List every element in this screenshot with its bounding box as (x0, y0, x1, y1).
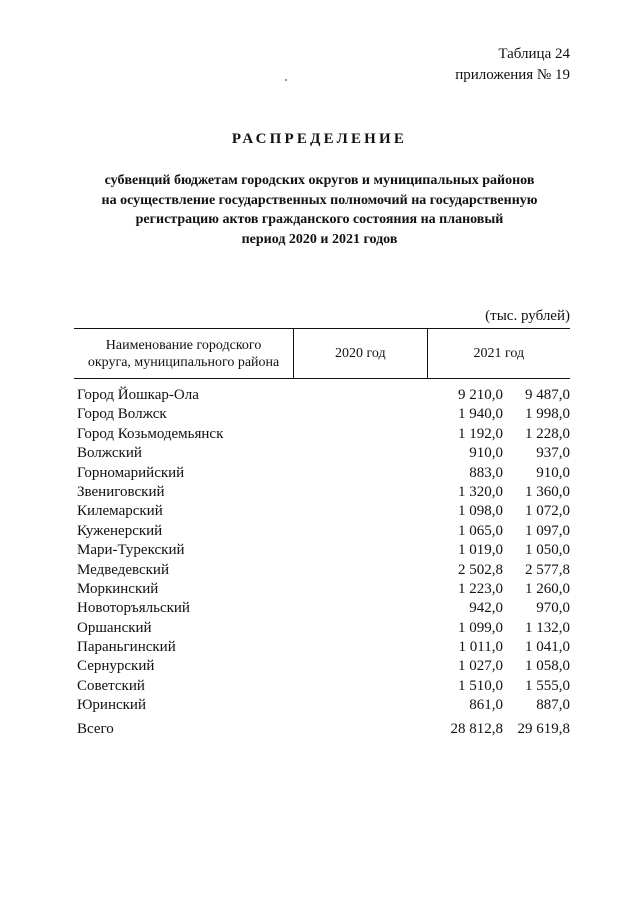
row-value-2021: 1 555,0 (525, 677, 570, 694)
table-row (77, 677, 570, 696)
column-header-2021: 2021 год (473, 346, 525, 361)
row-name: Куженерский (77, 522, 163, 539)
row-value-2021: 1 097,0 (525, 522, 570, 539)
row-name: Мари-Турекский (77, 542, 185, 559)
row-name: Город Йошкар-Ола (77, 387, 199, 403)
table-row (77, 599, 570, 618)
table-row (77, 464, 570, 483)
row-name: Параньгинский (77, 639, 176, 656)
table-total-row (77, 720, 570, 739)
row-value-2020: 1 940,0 (458, 406, 503, 423)
row-name: Новоторъяльский (77, 600, 190, 617)
row-value-2020: 883,0 (469, 464, 503, 481)
row-value-2021: 1 998,0 (525, 406, 570, 423)
subtitle-line: период 2020 и 2021 годов (241, 231, 398, 247)
row-value-2020: 861,0 (469, 697, 503, 714)
row-value-2020: 1 223,0 (458, 580, 503, 597)
row-value-2020: 1 099,0 (458, 619, 503, 636)
document-title: РАСПРЕДЕЛЕНИЕ (231, 131, 408, 147)
row-name: Оршанский (77, 619, 152, 636)
row-name: Советский (77, 677, 145, 694)
table-row (77, 580, 570, 599)
row-value-2021: 970,0 (536, 600, 570, 617)
table-number: Таблица 24 (498, 46, 570, 62)
table-row (77, 405, 570, 424)
total-label: Всего (77, 721, 114, 737)
row-name: Звениговский (77, 483, 165, 500)
row-value-2020: 1 192,0 (458, 425, 503, 442)
row-value-2021: 1 072,0 (525, 503, 570, 520)
column-header-name-line: округа, муниципального района (87, 354, 280, 370)
table-row (77, 502, 570, 521)
row-name: Юринский (77, 697, 146, 714)
row-value-2021: 1 058,0 (525, 658, 570, 675)
row-value-2021: 1 228,0 (525, 425, 570, 442)
row-value-2020: 1 011,0 (458, 639, 503, 656)
row-value-2020: 942,0 (469, 600, 503, 617)
row-name: Горномарийский (77, 464, 185, 481)
total-2020: 28 812,8 (450, 721, 503, 737)
row-value-2020: 2 502,8 (458, 561, 503, 578)
subtitle-line: субвенций бюджетам городских округов и муниципальных районов (104, 173, 535, 188)
row-name: Город Волжск (77, 406, 167, 423)
row-value-2021: 1 260,0 (525, 580, 570, 597)
column-header-2020: 2020 год (294, 329, 427, 378)
column-header-name (74, 329, 294, 378)
subtitle-line: на осуществление государственных полномочий на государственную (101, 192, 538, 208)
row-value-2021: 1 132,0 (525, 619, 570, 636)
row-value-2021: 910,0 (536, 464, 570, 481)
table-row (77, 619, 570, 638)
table-row (77, 386, 570, 405)
table-reference (455, 44, 570, 86)
row-value-2020: 1 320,0 (458, 483, 503, 500)
table-row (77, 541, 570, 560)
row-value-2020: 910,0 (469, 445, 503, 462)
row-name: Килемарский (77, 503, 163, 520)
row-value-2021: 1 050,0 (525, 542, 570, 559)
row-value-2020: 1 098,0 (458, 503, 503, 520)
table-row (77, 657, 570, 676)
table-row (77, 696, 570, 715)
subtitle-line: регистрацию актов гражданского состояния на плановый (135, 212, 504, 227)
row-value-2020: 1 027,0 (458, 658, 503, 675)
units-label: (тыс. рублей) (485, 308, 570, 324)
table-row (77, 425, 570, 444)
row-value-2021: 937,0 (536, 445, 570, 462)
row-name: Медведевский (77, 561, 169, 578)
table-row (77, 561, 570, 580)
column-header-name-line: Наименование городского (105, 337, 262, 353)
appendix-number: приложения № 19 (455, 67, 570, 83)
row-value-2020: 1 510,0 (458, 677, 503, 694)
row-value-2020: 9 210,0 (458, 387, 503, 403)
table-body (77, 386, 570, 716)
row-value-2020: 1 065,0 (458, 522, 503, 539)
table-row (77, 638, 570, 657)
row-name: Город Козьмодемьянск (77, 425, 224, 442)
table-row (77, 444, 570, 463)
row-name: Моркинский (77, 580, 159, 597)
row-value-2021: 9 487,0 (525, 387, 570, 403)
row-name: Волжский (77, 445, 142, 462)
row-value-2020: 1 019,0 (458, 542, 503, 559)
table-row (77, 522, 570, 541)
table-header (74, 328, 570, 379)
total-2021: 29 619,8 (517, 721, 570, 737)
row-value-2021: 887,0 (536, 697, 570, 714)
row-value-2021: 1 041,0 (525, 639, 570, 656)
table-row (77, 483, 570, 502)
scan-speck (285, 79, 287, 81)
row-value-2021: 1 360,0 (525, 483, 570, 500)
document-subtitle (60, 171, 579, 249)
row-name: Сернурский (77, 658, 155, 675)
row-value-2021: 2 577,8 (525, 561, 570, 578)
